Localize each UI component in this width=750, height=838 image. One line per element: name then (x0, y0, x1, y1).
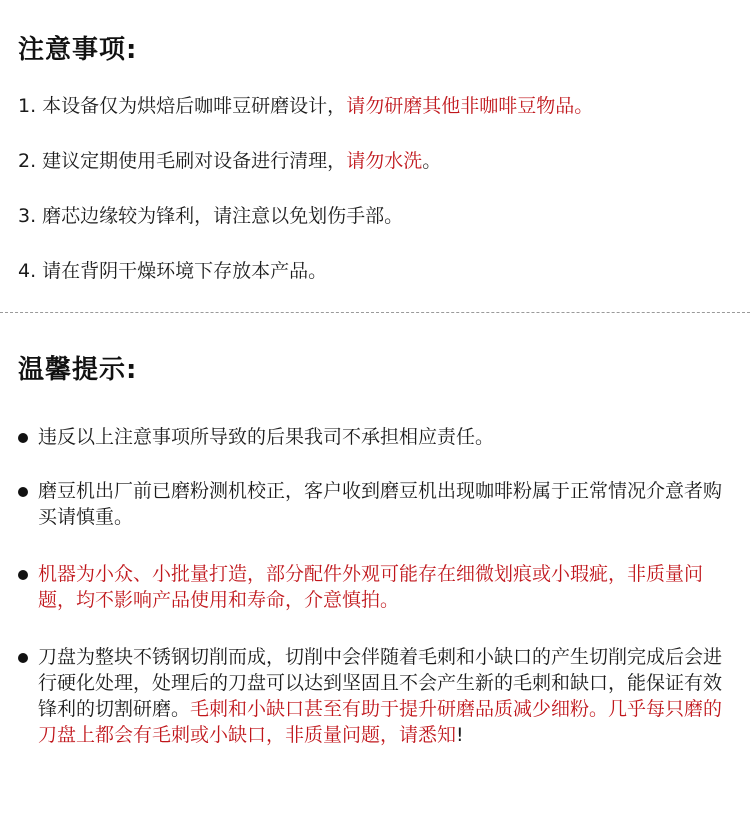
notice-item-3-text: 磨芯边缘较为锋利，请注意以免划伤手部。 (42, 205, 404, 227)
tip-item-4 (18, 644, 732, 748)
notice-item-4 (18, 258, 327, 284)
notice-item-2-tail: 。 (422, 150, 442, 172)
tips-title: 温馨提示: (18, 355, 138, 385)
bullet-dot-icon (18, 433, 28, 443)
tip-item-3-text: 机器为小众、小批量打造，部分配件外观可能存在细微划痕或小瑕疵，非质量问题，均不影响产品使用和寿命，介意慎拍。 (38, 563, 704, 611)
notice-item-1-warning: 请勿研磨其他非咖啡豆物品。 (346, 95, 594, 117)
notice-item-2-warning: 请勿水洗 (346, 150, 423, 172)
tip-item-4-tail: ! (456, 724, 464, 746)
notice-item-4-text: 请在背阴干燥环境下存放本产品。 (42, 260, 328, 282)
notice-item-1-text: 本设备仅为烘焙后咖啡豆研磨设计， (42, 95, 347, 117)
tip-item-3 (18, 561, 732, 613)
tip-item-4-body (38, 644, 732, 748)
notice-item-4-number: 4. (18, 260, 43, 282)
notice-item-2-text: 建议定期使用毛刷对设备进行清理， (42, 150, 347, 172)
dashed-divider (0, 312, 750, 313)
tip-item-1-text: 违反以上注意事项所导致的后果我司不承担相应责任。 (38, 426, 495, 448)
notice-item-1-number: 1. (18, 95, 43, 117)
tip-item-4-warning: 毛刺和小缺口甚至有助于提升研磨品质减少细粉。几乎每只磨的刀盘上都会有毛刺或小缺口，非质量问题，请悉知 (38, 698, 723, 746)
notice-item-2 (18, 148, 441, 174)
bullet-dot-icon (18, 487, 28, 497)
bullet-dot-icon (18, 570, 28, 580)
bullet-dot-icon (18, 653, 28, 663)
notice-title: 注意事项: (18, 35, 138, 65)
tip-item-4-text: 刀盘为整块不锈钢切削而成，切削中会伴随着毛刺和小缺口的产生切削完成后会进行硬化处理，处理后的刀盘可以达到坚固且不会产生新的毛刺和缺口，能保证有效锋利的切割研磨。 (38, 646, 723, 720)
tip-item-1 (18, 424, 732, 450)
tip-item-2 (18, 478, 732, 530)
notice-item-2-number: 2. (18, 150, 43, 172)
notice-item-3 (18, 203, 403, 229)
notice-item-1 (18, 93, 593, 119)
tip-item-2-text: 磨豆机出厂前已磨粉测机校正，客户收到磨豆机出现咖啡粉属于正常情况介意者购买请慎重。 (38, 480, 723, 528)
notice-item-3-number: 3. (18, 205, 43, 227)
